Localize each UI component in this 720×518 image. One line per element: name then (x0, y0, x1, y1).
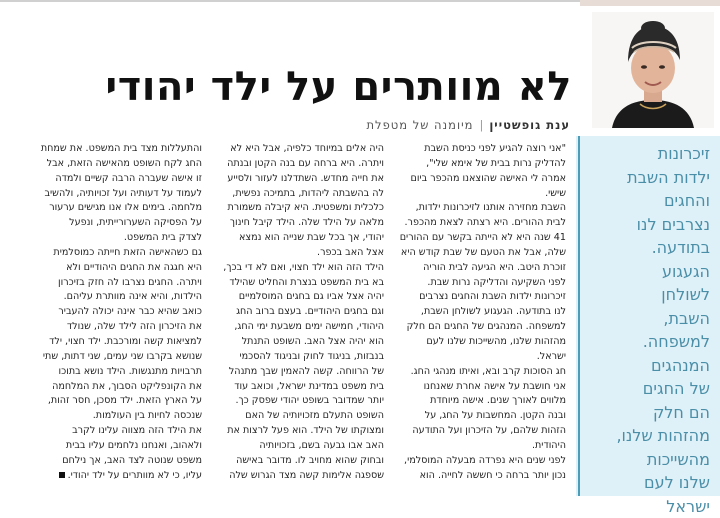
body-line: האב אבו גבעה בשם, בזכויותיה (214, 439, 384, 454)
body-line: תרבויות מתנגשות. הילד נושא בתוכו (32, 365, 202, 380)
body-line: מלווים לאורך שנים. אישה מיוחדת (396, 394, 566, 409)
top-rule (0, 0, 580, 2)
body-line: מלאה על הילד שלה. הילד קיבל חינוך (214, 216, 384, 231)
body-line: ישראל. (396, 350, 566, 365)
body-line: מהזהות שלנו, מהשייכות שלנו לעם (396, 335, 566, 350)
body-line: בא בית המשפט בנצרת והחליט שהילד (214, 276, 384, 291)
pullquote-line: ישראל (586, 495, 710, 518)
body-line: של הרווחה. קשה להאמין שבך מתנהל (214, 365, 384, 380)
body-line: זוכרת היטב. היא הגיעה לבית הוריה (396, 261, 566, 276)
pullquote-line: המנהגים (586, 354, 710, 378)
body-line: והתעללות מצד בית המשפט. את שמחת (32, 142, 202, 157)
body-line: שלה, אבל את הטעם של שבת קודש היא (396, 246, 566, 261)
body-line: גם כשהאישה הזאת חייתה כמוסלמית (32, 246, 202, 261)
body-line: זו אישה שעברה הרבה קשיים ולמדה (32, 172, 202, 187)
body-line: ויתרה. החגים נצרבו לה חזק בזיכרון (32, 276, 202, 291)
body-line: אמרה לי האישה שהוצאנו מהכפר ביום (396, 172, 566, 187)
body-line: להדליק נרות בבית של אימא שלי", (396, 157, 566, 172)
body-line: ובחוק שהוא מחויב לו. מדובר באישה (214, 454, 384, 469)
pullquote-line: ילדות השבת (586, 166, 710, 190)
author-photo-illustration (592, 12, 714, 128)
pullquote-line: שלנו לעם (586, 471, 710, 495)
pullquote-line: של החגים (586, 377, 710, 401)
body-line: היה אלים במיוחד כלפיה, אבל היא לא (214, 142, 384, 157)
body-line: על הארץ הזאת. ילד מסכן, חסר זהות, (32, 394, 202, 409)
body-line: בית משפט במדינת ישראל, וכואב עוד (214, 380, 384, 395)
body-line: שנושא בקרבו שני עמים, שני דתות, שתי (32, 350, 202, 365)
body-line: הילד הזה הוא ילד חצוי, ואם לא די בכך, (214, 261, 384, 276)
body-line: החג לקח השופט מהאישה הזאת, אבל (32, 157, 202, 172)
pullquote-line: בתודעה. (586, 236, 710, 260)
pullquote-line: נצרבים לנו (586, 213, 710, 237)
pullquote-line: והחגים (586, 189, 710, 213)
pullquote-rule (578, 136, 580, 496)
body-line: לבית ההורים. היא רצתה לצאת מהכפר. (396, 216, 566, 231)
pullquote-line: הם חלק (586, 401, 710, 425)
body-line: יהיה אצל אביו גם בחגים המוסלמיים (214, 290, 384, 305)
body-line: כואב שהיא כבר אינה יכולה להעביר (32, 305, 202, 320)
author-photo (592, 12, 714, 128)
body-line: לה בהשבתה ליהדות, בתמיכה נפשית, (214, 187, 384, 202)
body-line: למשפחה. המנהגים של החגים הם חלק (396, 320, 566, 335)
body-line: ויתרה. היא ברחה עם בנה הקטן ובנתה (214, 157, 384, 172)
body-line: היהודי, חמישה ימים משבעת ימי החג, (214, 320, 384, 335)
body-column-3 (32, 142, 202, 492)
body-column-2 (214, 142, 384, 492)
pullquote-line: זיכרונות (586, 142, 710, 166)
body-line: משפט שנוטה לצד האב, אך נילחם (32, 454, 202, 469)
body-line: שספגה אלימות קשה מצד הגרוש שלה (214, 469, 384, 484)
body-line: נכון יותר ברחה כי חששה לחייה. הוא (396, 469, 566, 484)
body-line: על הפסיקה השערורייתית, ונפעל (32, 216, 202, 231)
body-line: כלכלית ומשפטית. היא קיבלה משמורת (214, 201, 384, 216)
body-line: שנכסה לחיות בין העולמות. (32, 409, 202, 424)
body-line: הוא יהיה אצל האב. השופט התנתל (214, 335, 384, 350)
body-line: היא חגגה את החגים היהודיים ולא (32, 261, 202, 276)
body-line: חג הסוכות קרב ובא, ואיתו מנהגי החג. (396, 365, 566, 380)
body-line: לצדק בית המשפט. (32, 231, 202, 246)
body-line: 41 שנה היא לא הייתה בקשר עם ההורים (396, 231, 566, 246)
body-line: היהודית. (396, 439, 566, 454)
body-line: אני חושבת על אישה אחרת שאנחנו (396, 380, 566, 395)
byline (150, 118, 570, 132)
byline-role: מיומנה של מטפלת (367, 118, 474, 132)
body-line: וגם בחגים היהודיים. בעצם ברוב החג (214, 305, 384, 320)
body-line: בנבזות, בניגוד לחוק ובניגוד להסכמי (214, 350, 384, 365)
body-column-1 (396, 142, 566, 492)
top-strip (580, 0, 720, 6)
body-line: השבת מחזירה אותנו לזיכרונות ילדות, (396, 201, 566, 216)
body-line: לנו בתודעה. הגעגוע לשולחן השבת, (396, 305, 566, 320)
body-line: ובנה הקטן. המחשבות על החג, על (396, 409, 566, 424)
body-line: ומצוקתו של הילד. הוא פעל לרצות את (214, 424, 384, 439)
article-headline: לא מוותרים על ילד יהודי (132, 62, 572, 112)
pullquote-line: הגעגוע (586, 260, 710, 284)
body-line: לעמוד על דעותיה ועל זכויותיה, ולהשיב (32, 187, 202, 202)
body-line: הזהות שלהם, על הזיכרון ועל התודעה (396, 424, 566, 439)
body-line: השופט התעלם מזכויותיה של האם (214, 409, 384, 424)
body-line: למציאות קשה ומורכבת. ילד חצוי, ילד (32, 335, 202, 350)
body-line: הילדות, והיא אינה מוותרת עליהם. (32, 290, 202, 305)
body-line: את חייה מחדש. השתדלנו לעזור ולסייע (214, 172, 384, 187)
body-line: את הזיכרון הזה לילד שלה, שנולד (32, 320, 202, 335)
body-line: לפני השקיעה והדליקה נרות שבת. (396, 276, 566, 291)
body-line: יותר שמדובר בשופט יהודי שפסק כך. (214, 394, 384, 409)
body-line: יהודי, אך בכל שבת שנייה הוא נמצא (214, 231, 384, 246)
body-line: את הילד הזה מצווה עלינו לקרב (32, 424, 202, 439)
body-line: עליו, כי לא מוותרים על ילד יהודי. (32, 469, 202, 484)
body-line: זיכרונות ילדות השבת והחגים נצרבים (396, 290, 566, 305)
body-line: לפני שנים היא נפרדה מבעלה המוסלמי, (396, 454, 566, 469)
body-line: "אני רוצה להגיע לפני כניסת השבת (396, 142, 566, 157)
pullquote-line: לשולחן (586, 283, 710, 307)
pullquote (586, 142, 710, 518)
byline-author: ענת גופשטיין (489, 118, 570, 132)
body-line: מלחמה. בימים אלו אנו מגישים ערעור (32, 201, 202, 216)
body-line: ולאהוב, ואנחנו נלחמים עליו בבית (32, 439, 202, 454)
body-line: אצל האב בכפר. (214, 246, 384, 261)
pullquote-line: מהשייכות (586, 448, 710, 472)
byline-separator: | (479, 118, 483, 132)
body-line: שישי. (396, 187, 566, 202)
body-line: את הקונפליקט הסבוך, את המלחמה (32, 380, 202, 395)
pullquote-line: למשפחה. (586, 330, 710, 354)
end-mark (59, 472, 65, 478)
pullquote-line: השבת, (586, 307, 710, 331)
pullquote-line: מהזהות שלנו, (586, 424, 710, 448)
